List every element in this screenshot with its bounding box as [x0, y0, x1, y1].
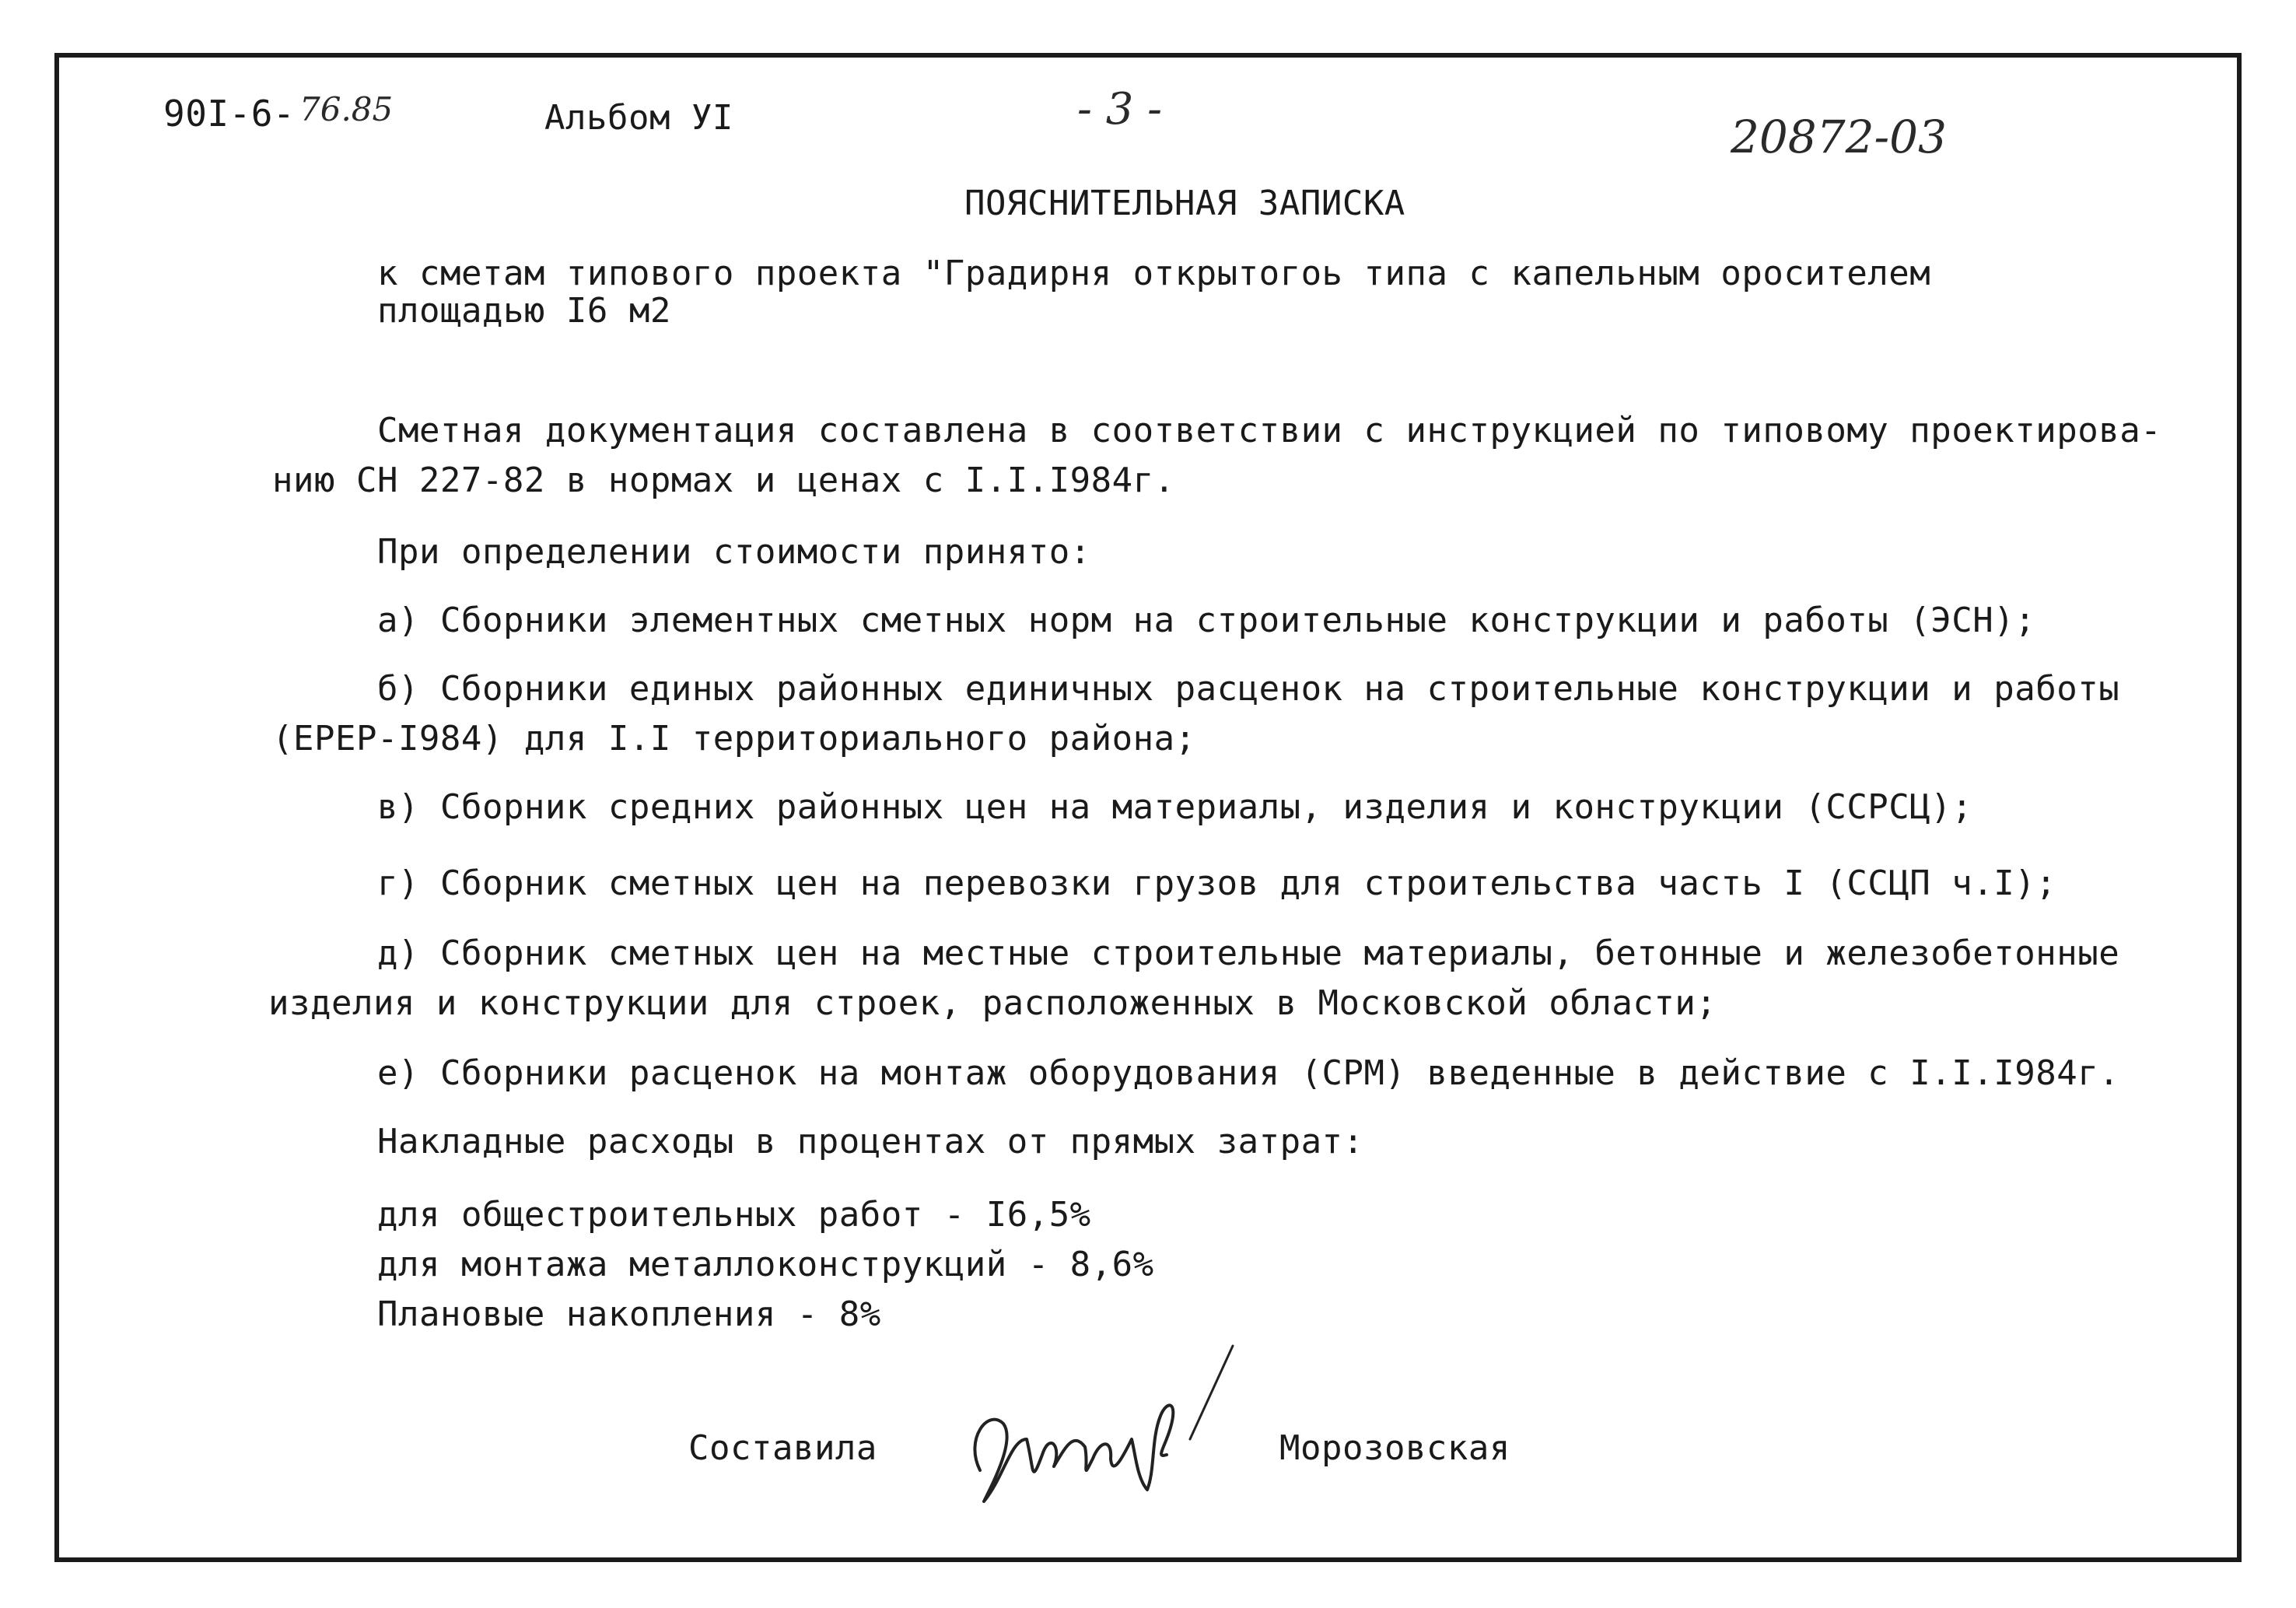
subtitle-line: к сметам типового проекта "Градирня открытогоь типа с капельным оросителем — [377, 254, 1931, 293]
subtitle-line: площадью I6 м2 — [377, 291, 671, 331]
document-code-handwritten: 76.85 — [299, 90, 394, 128]
list-item: а) Сборники элементных сметных норм на строительные конструкции и работы (ЭСН); — [377, 601, 2036, 640]
list-item: (ЕРЕР-I984) для I.I территориального района; — [272, 719, 1196, 758]
signature-label: Составила — [688, 1428, 877, 1468]
list-item: б) Сборники единых районных единичных расценок на строительные конструкции и работы — [377, 669, 2120, 709]
paragraph-line: нию СН 227-82 в нормах и ценах с I.I.I984г. — [272, 461, 1175, 500]
list-item: д) Сборник сметных цен на местные строительные материалы, бетонные и железобетонные — [377, 934, 2120, 973]
signatory-name: Морозовская — [1279, 1428, 1510, 1468]
paragraph-line: Сметная документация составлена в соответствии с инструкцией по типовому проектирова- — [377, 411, 2162, 450]
album-label: Альбом УI — [544, 98, 733, 138]
rate-line: Плановые накопления - 8% — [377, 1294, 881, 1334]
handwritten-signature — [957, 1322, 1252, 1525]
list-item: г) Сборник сметных цен на перевозки грузов для строительства часть I (ССЦП ч.I); — [377, 864, 2057, 903]
rate-line: для монтажа металлоконструкций - 8,6% — [377, 1245, 1154, 1284]
list-item: в) Сборник средних районных цен на материалы, изделия и конструкции (ССРСЦ); — [377, 787, 1973, 827]
page-number: - 3 - — [1077, 84, 1163, 135]
list-item: е) Сборники расценок на монтаж оборудования (СРМ) введенные в действие с I.I.I984г. — [377, 1053, 2120, 1093]
list-item: изделия и конструкции для строек, расположенных в Московской области; — [268, 983, 1717, 1023]
document-code: 90I-6- — [163, 93, 296, 135]
page-title: ПОЯСНИТЕЛЬНАЯ ЗАПИСКА — [964, 184, 1405, 223]
paragraph-line: При определении стоимости принято: — [377, 532, 1091, 572]
paragraph-line: Накладные расходы в процентах от прямых затрат: — [377, 1122, 1364, 1161]
rate-line: для общестроительных работ - I6,5% — [377, 1195, 1091, 1235]
sheet-id: 20872-03 — [1731, 110, 1947, 163]
